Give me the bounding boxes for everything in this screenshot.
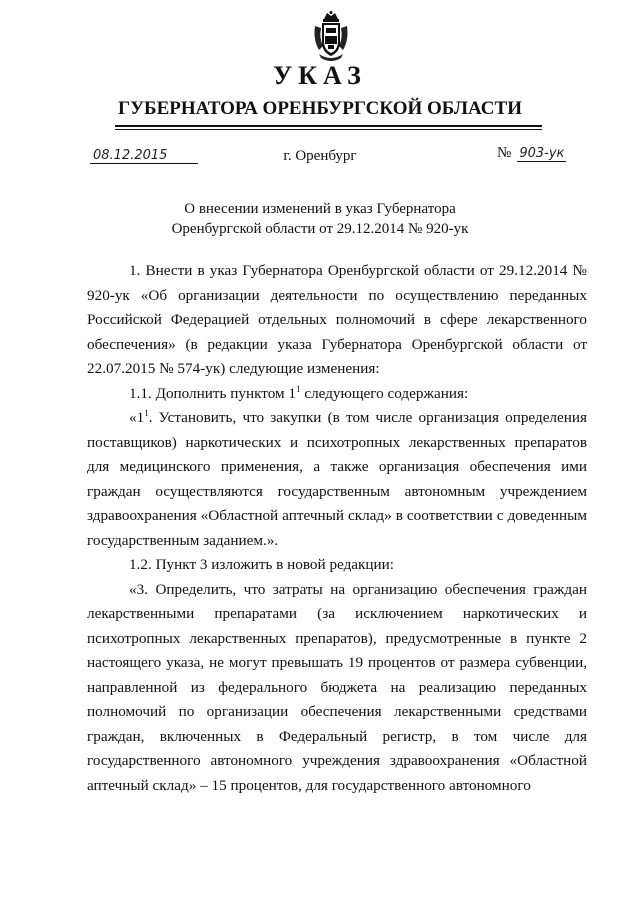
paragraph-1-1-tail: следующего содержания:	[300, 384, 469, 402]
decree-title: УКАЗ	[273, 61, 367, 90]
decree-body	[87, 259, 587, 798]
superscript: 1	[296, 383, 301, 394]
paragraph-quote-1	[87, 406, 587, 553]
handwritten-number: 903-ук	[519, 146, 565, 161]
paragraph-quote-3: «3. Определить, что затраты на организацию обеспечения граждан лекарственными препаратами (за исключением наркотических и психотропных лекарственных препаратов), предусмотренные в пункте 2 настоящего указа, не могут превышать 19 процентов от размера субвенции, направленной из федерального бюджета на реализацию переданных полномочий по организации обеспечения лекарственными средствами граждан, включенных в Федеральный регистр, в том числе для государственного автономного учреждения здравоохранения «Областной аптечный склад» – 15 процентов, для государственного автономного	[87, 580, 587, 794]
handwritten-date: 08.12.2015	[93, 148, 168, 163]
paragraph-1-2: 1.2. Пункт 3 изложить в новой редакции:	[129, 556, 395, 573]
city-label: г. Оренбург	[283, 148, 357, 164]
subject-line-2: Оренбургской области от 29.12.2014 № 920-ук	[171, 221, 469, 237]
quote-1-start: «1	[129, 409, 145, 426]
decree-subject	[0, 199, 640, 239]
paragraph-1-1-text: 1.1. Дополнить пунктом 1	[129, 384, 297, 402]
subject-line-1: О внесении изменений в указ Губернатора	[184, 201, 456, 217]
number-sign: №	[497, 145, 512, 161]
decree-number	[497, 145, 566, 162]
paragraph-1: 1. Внести в указ Губернатора Оренбургской области от 29.12.2014 № 920-ук «Об организации деятельности по осуществлению переданных Российской Федерацией отдельных полномочий в сфере лекарственного обеспечения» (в редакции указа Губернатора Оренбургской области от 22.07.2015 № 574-ук) следующие изменения:	[87, 262, 587, 377]
header-divider-thin	[115, 129, 542, 130]
paragraph-1-1	[87, 382, 587, 407]
header-divider	[115, 125, 542, 127]
superscript: 1	[144, 407, 149, 418]
coat-of-arms-icon	[311, 10, 351, 62]
decree-issuer: ГУБЕРНАТОРА ОРЕНБУРГСКОЙ ОБЛАСТИ	[118, 98, 522, 119]
quote-1-text: . Установить, что закупки (в том числе организация определения поставщиков) наркотических и психотропных лекарственных препаратов для медицинского применения, а также организация обеспечения ими граждан осуществляются государственным автономным учреждением здравоохранения «Областной аптечный склад» в соответствии с доведенным государственным заданием.».	[87, 409, 587, 549]
